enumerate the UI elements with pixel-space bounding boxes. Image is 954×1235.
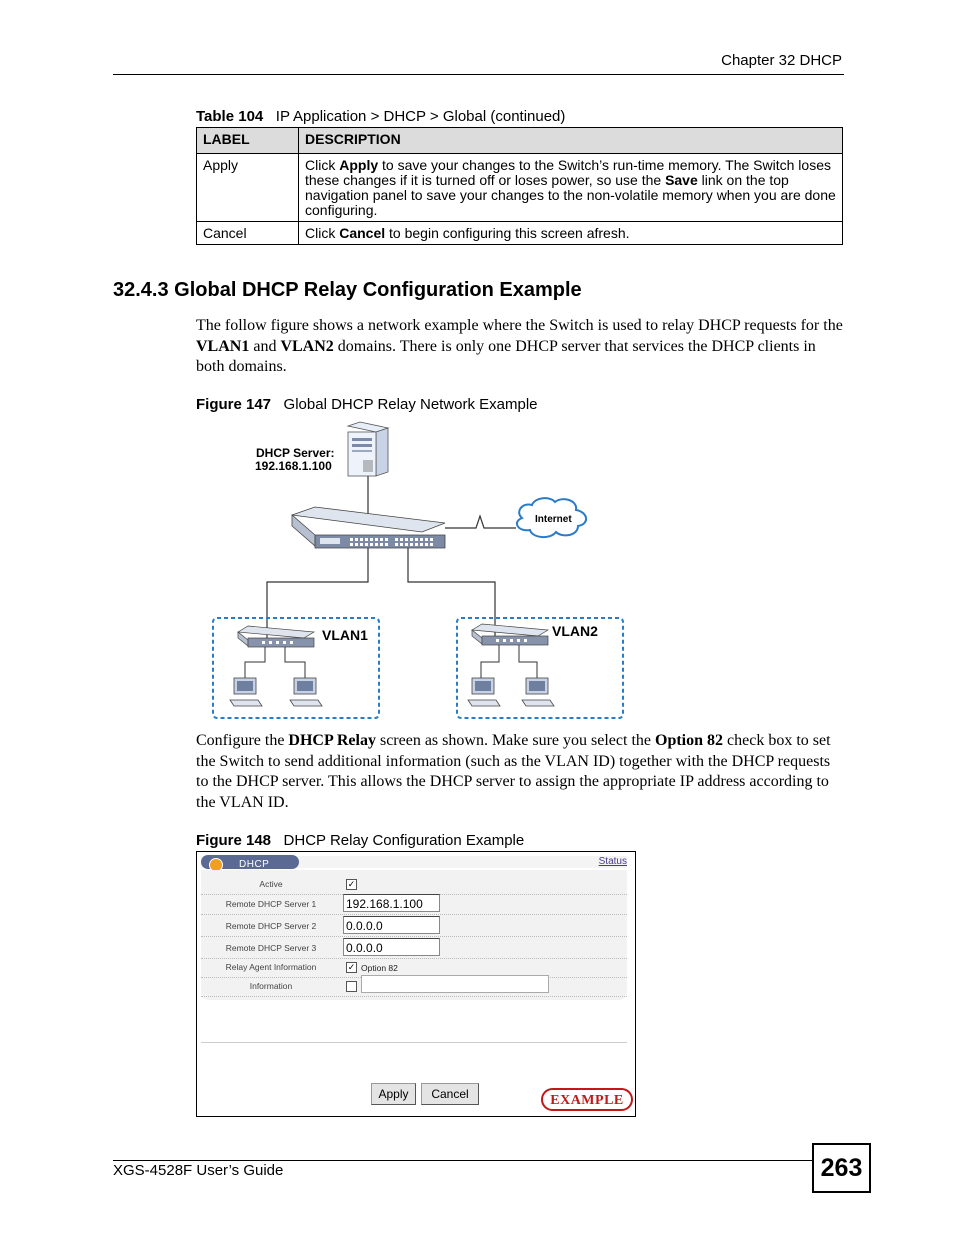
server2-label: Remote DHCP Server 2 (225, 921, 317, 931)
configure-paragraph: Configure the DHCP Relay screen as shown. Make sure you select the Option 82 check box to set the Switch to send additional information (such as the VLAN ID) together with the DHCP requests to the DHCP server. This allows the DHCP server to assign the appropriate IP address according to the VLAN ID. (196, 732, 831, 811)
table-header-row (197, 128, 843, 154)
footer-guide-title: XGS-4528F User’s Guide (113, 1162, 284, 1179)
table-cell-label: Cancel (197, 222, 299, 245)
active-row (201, 874, 627, 895)
status-link[interactable]: Status (598, 856, 627, 867)
page-number: 263 (812, 1143, 871, 1193)
chapter-header: Chapter 32 DHCP (721, 52, 842, 69)
server3-row (201, 938, 627, 959)
table-caption (196, 108, 565, 125)
figure-148-caption: Figure 148 DHCP Relay Configuration Example (196, 832, 525, 849)
tab-label: DHCP (239, 859, 270, 870)
server-ip: 192.168.1.100 (255, 459, 332, 473)
table-cell-description: Click Apply to save your changes to the Switch’s run-time memory. The Switch loses these changes if it is turned off or loses power, so use the Save link on the top navigation panel to save your changes to the non-volatile memory when you are done configuring. (299, 154, 843, 222)
table-row (197, 154, 843, 222)
information-label: Information (249, 981, 293, 991)
server3-label: Remote DHCP Server 3 (225, 943, 317, 953)
tab-dhcp-relay[interactable] (201, 855, 299, 869)
network-diagram (210, 420, 630, 725)
server2-row (201, 916, 627, 937)
table-caption-label: Table 104 (196, 108, 264, 125)
option82-checkbox[interactable]: ✓ (347, 962, 356, 972)
table-cell-label: Apply (197, 154, 299, 222)
information-input[interactable] (361, 975, 549, 993)
server-label: DHCP Server: (256, 446, 335, 460)
vlan2-label: VLAN2 (552, 623, 598, 639)
dhcp-relay-panel (196, 851, 636, 1117)
server1-label: Remote DHCP Server 1 (225, 899, 317, 909)
internet-label: Internet (535, 514, 572, 525)
apply-button[interactable]: Apply (371, 1083, 416, 1105)
active-label: Active (259, 879, 283, 889)
active-checkbox[interactable]: ✓ (347, 879, 356, 889)
server1-row (201, 894, 627, 915)
server2-input[interactable]: 0.0.0.0 (343, 916, 440, 934)
relay-info-label: Relay Agent Information (225, 962, 317, 972)
example-stamp: EXAMPLE (541, 1088, 633, 1111)
vlan1-label: VLAN1 (322, 627, 368, 643)
footer-rule (113, 1160, 813, 1161)
table-caption-text: IP Application > DHCP > Global (continued) (275, 108, 566, 125)
server3-input[interactable]: 0.0.0.0 (343, 938, 440, 956)
table-header-label: LABEL (197, 128, 299, 154)
table-header-description: DESCRIPTION (299, 128, 843, 154)
intro-paragraph: The follow figure shows a network example where the Switch is used to relay DHCP requests for the VLAN1 and VLAN2 domains. There is only one DHCP server that services the DHCP clients in both domains. (196, 317, 843, 375)
cancel-button[interactable]: Cancel (421, 1083, 479, 1105)
section-heading: 32.4.3 Global DHCP Relay Configuration Example (113, 279, 582, 301)
option82-label: Option 82 (361, 963, 398, 973)
header-rule (113, 74, 844, 75)
information-checkbox[interactable] (346, 981, 357, 992)
table-cell-description: Click Cancel to begin configuring this screen afresh. (299, 222, 843, 245)
panel-divider (201, 1042, 627, 1043)
description-table (196, 127, 843, 245)
information-row (201, 976, 627, 997)
server1-input[interactable]: 192.168.1.100 (343, 894, 440, 912)
figure-147-caption: Figure 147 Global DHCP Relay Network Example (196, 396, 538, 413)
table-row (197, 222, 843, 245)
